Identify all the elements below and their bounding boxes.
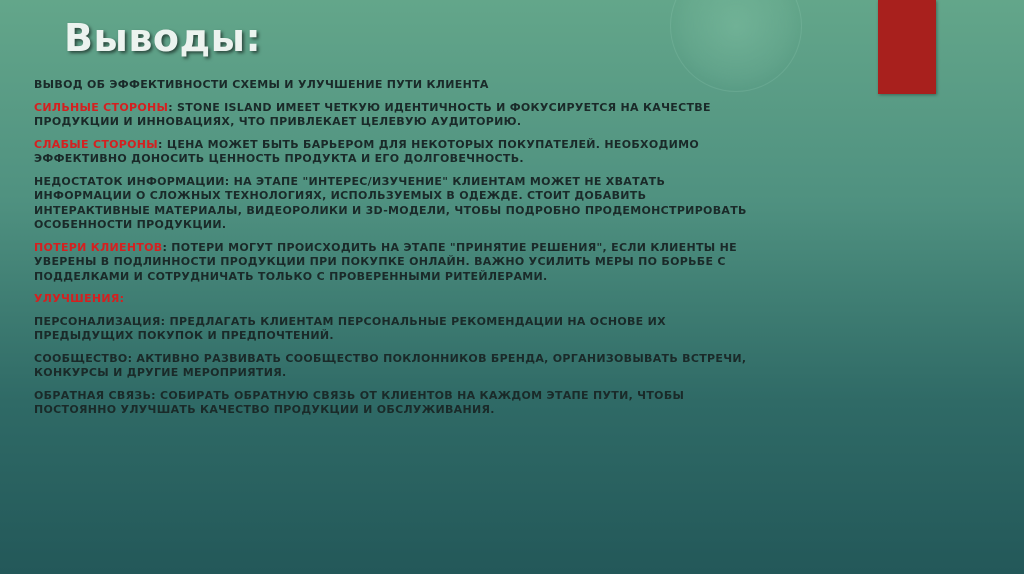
- paragraph-personalization: [34, 315, 764, 344]
- paragraph-text: ВЫВОД ОБ ЭФФЕКТИВНОСТИ СХЕМЫ И УЛУЧШЕНИЕ ПУТИ КЛИЕНТА: [34, 78, 489, 91]
- paragraph-text: СООБЩЕСТВО: АКТИВНО РАЗВИВАТЬ СООБЩЕСТВО ПОКЛОННИКОВ БРЕНДА, ОРГАНИЗОВЫВАТЬ ВСТРЕЧИ, КОНКУРСЫ И ДРУГИЕ МЕРОПРИЯТИЯ.: [34, 351, 747, 379]
- paragraph-summary: [34, 78, 764, 93]
- paragraph-text: ОБРАТНАЯ СВЯЗЬ: СОБИРАТЬ ОБРАТНУЮ СВЯЗЬ ОТ КЛИЕНТОВ НА КАЖДОМ ЭТАПЕ ПУТИ, ЧТОБЫ ПОСТОЯННО УЛУЧШАТЬ КАЧЕСТВО ПРОДУКЦИИ И ОБСЛУЖИВАНИЯ.: [34, 388, 685, 416]
- paragraph-strengths: [34, 101, 764, 130]
- paragraph-label: СИЛЬНЫЕ СТОРОНЫ: [34, 100, 169, 114]
- paragraph-weaknesses: [34, 138, 764, 167]
- paragraph-community: [34, 352, 764, 381]
- paragraph-label: УЛУЧШЕНИЯ:: [34, 292, 125, 305]
- paragraph-improvements-heading: [34, 292, 764, 307]
- paragraph-lack-of-info: [34, 175, 764, 233]
- paragraph-label: СЛАБЫЕ СТОРОНЫ: [34, 137, 158, 151]
- paragraph-text: : ПОТЕРИ МОГУТ ПРОИСХОДИТЬ НА ЭТАПЕ "ПРИНЯТИЕ РЕШЕНИЯ", ЕСЛИ КЛИЕНТЫ НЕ УВЕРЕНЫ В ПОДЛИННОСТИ ПРОДУКЦИИ ПРИ ПОКУПКЕ ОНЛАЙН. ВАЖНО УСИЛИТЬ МЕРЫ ПО БОРЬБЕ С ПОДДЕЛКАМИ И СОТРУДНИЧАТЬ ТОЛЬКО С ПРОВЕРЕННЫМИ РИТЕЙЛЕРАМИ.: [34, 240, 737, 283]
- paragraph-text: НЕДОСТАТОК ИНФОРМАЦИИ: НА ЭТАПЕ "ИНТЕРЕС/ИЗУЧЕНИЕ" КЛИЕНТАМ МОЖЕТ НЕ ХВАТАТЬ ИНФОРМАЦИИ О СЛОЖНЫХ ТЕХНОЛОГИЯХ, ИСПОЛЬЗУЕМЫХ В ОДЕЖДЕ. СТОИТ ДОБАВИТЬ ИНТЕРАКТИВНЫЕ МАТЕРИАЛЫ, ВИДЕОРОЛИКИ И 3D-МОДЕЛИ, ЧТОБЫ ПОДРОБНО ПРОДЕМОНСТРИРОВАТЬ ОСОБЕННОСТИ ПРОДУКЦИИ.: [34, 174, 747, 231]
- paragraph-feedback: [34, 389, 764, 418]
- paragraph-customer-loss: [34, 241, 764, 285]
- paragraph-label: ПОТЕРИ КЛИЕНТОВ: [34, 240, 163, 254]
- accent-bar: [878, 0, 936, 94]
- slide-body: [34, 78, 764, 426]
- paragraph-text: ПЕРСОНАЛИЗАЦИЯ: ПРЕДЛАГАТЬ КЛИЕНТАМ ПЕРСОНАЛЬНЫЕ РЕКОМЕНДАЦИИ НА ОСНОВЕ ИХ ПРЕДЫДУЩИХ ПОКУПОК И ПРЕДПОЧТЕНИЙ.: [34, 314, 666, 342]
- paragraph-text: : STONE ISLAND ИМЕЕТ ЧЕТКУЮ ИДЕНТИЧНОСТЬ И ФОКУСИРУЕТСЯ НА КАЧЕСТВЕ ПРОДУКЦИИ И ИННОВАЦИЯХ, ЧТО ПРИВЛЕКАЕТ ЦЕЛЕВУЮ АУДИТОРИЮ.: [34, 100, 711, 128]
- slide-title: Выводы:: [64, 16, 262, 60]
- paragraph-text: : ЦЕНА МОЖЕТ БЫТЬ БАРЬЕРОМ ДЛЯ НЕКОТОРЫХ ПОКУПАТЕЛЕЙ. НЕОБХОДИМО ЭФФЕКТИВНО ДОНОСИТЬ ЦЕННОСТЬ ПРОДУКТА И ЕГО ДОЛГОВЕЧНОСТЬ.: [34, 137, 699, 165]
